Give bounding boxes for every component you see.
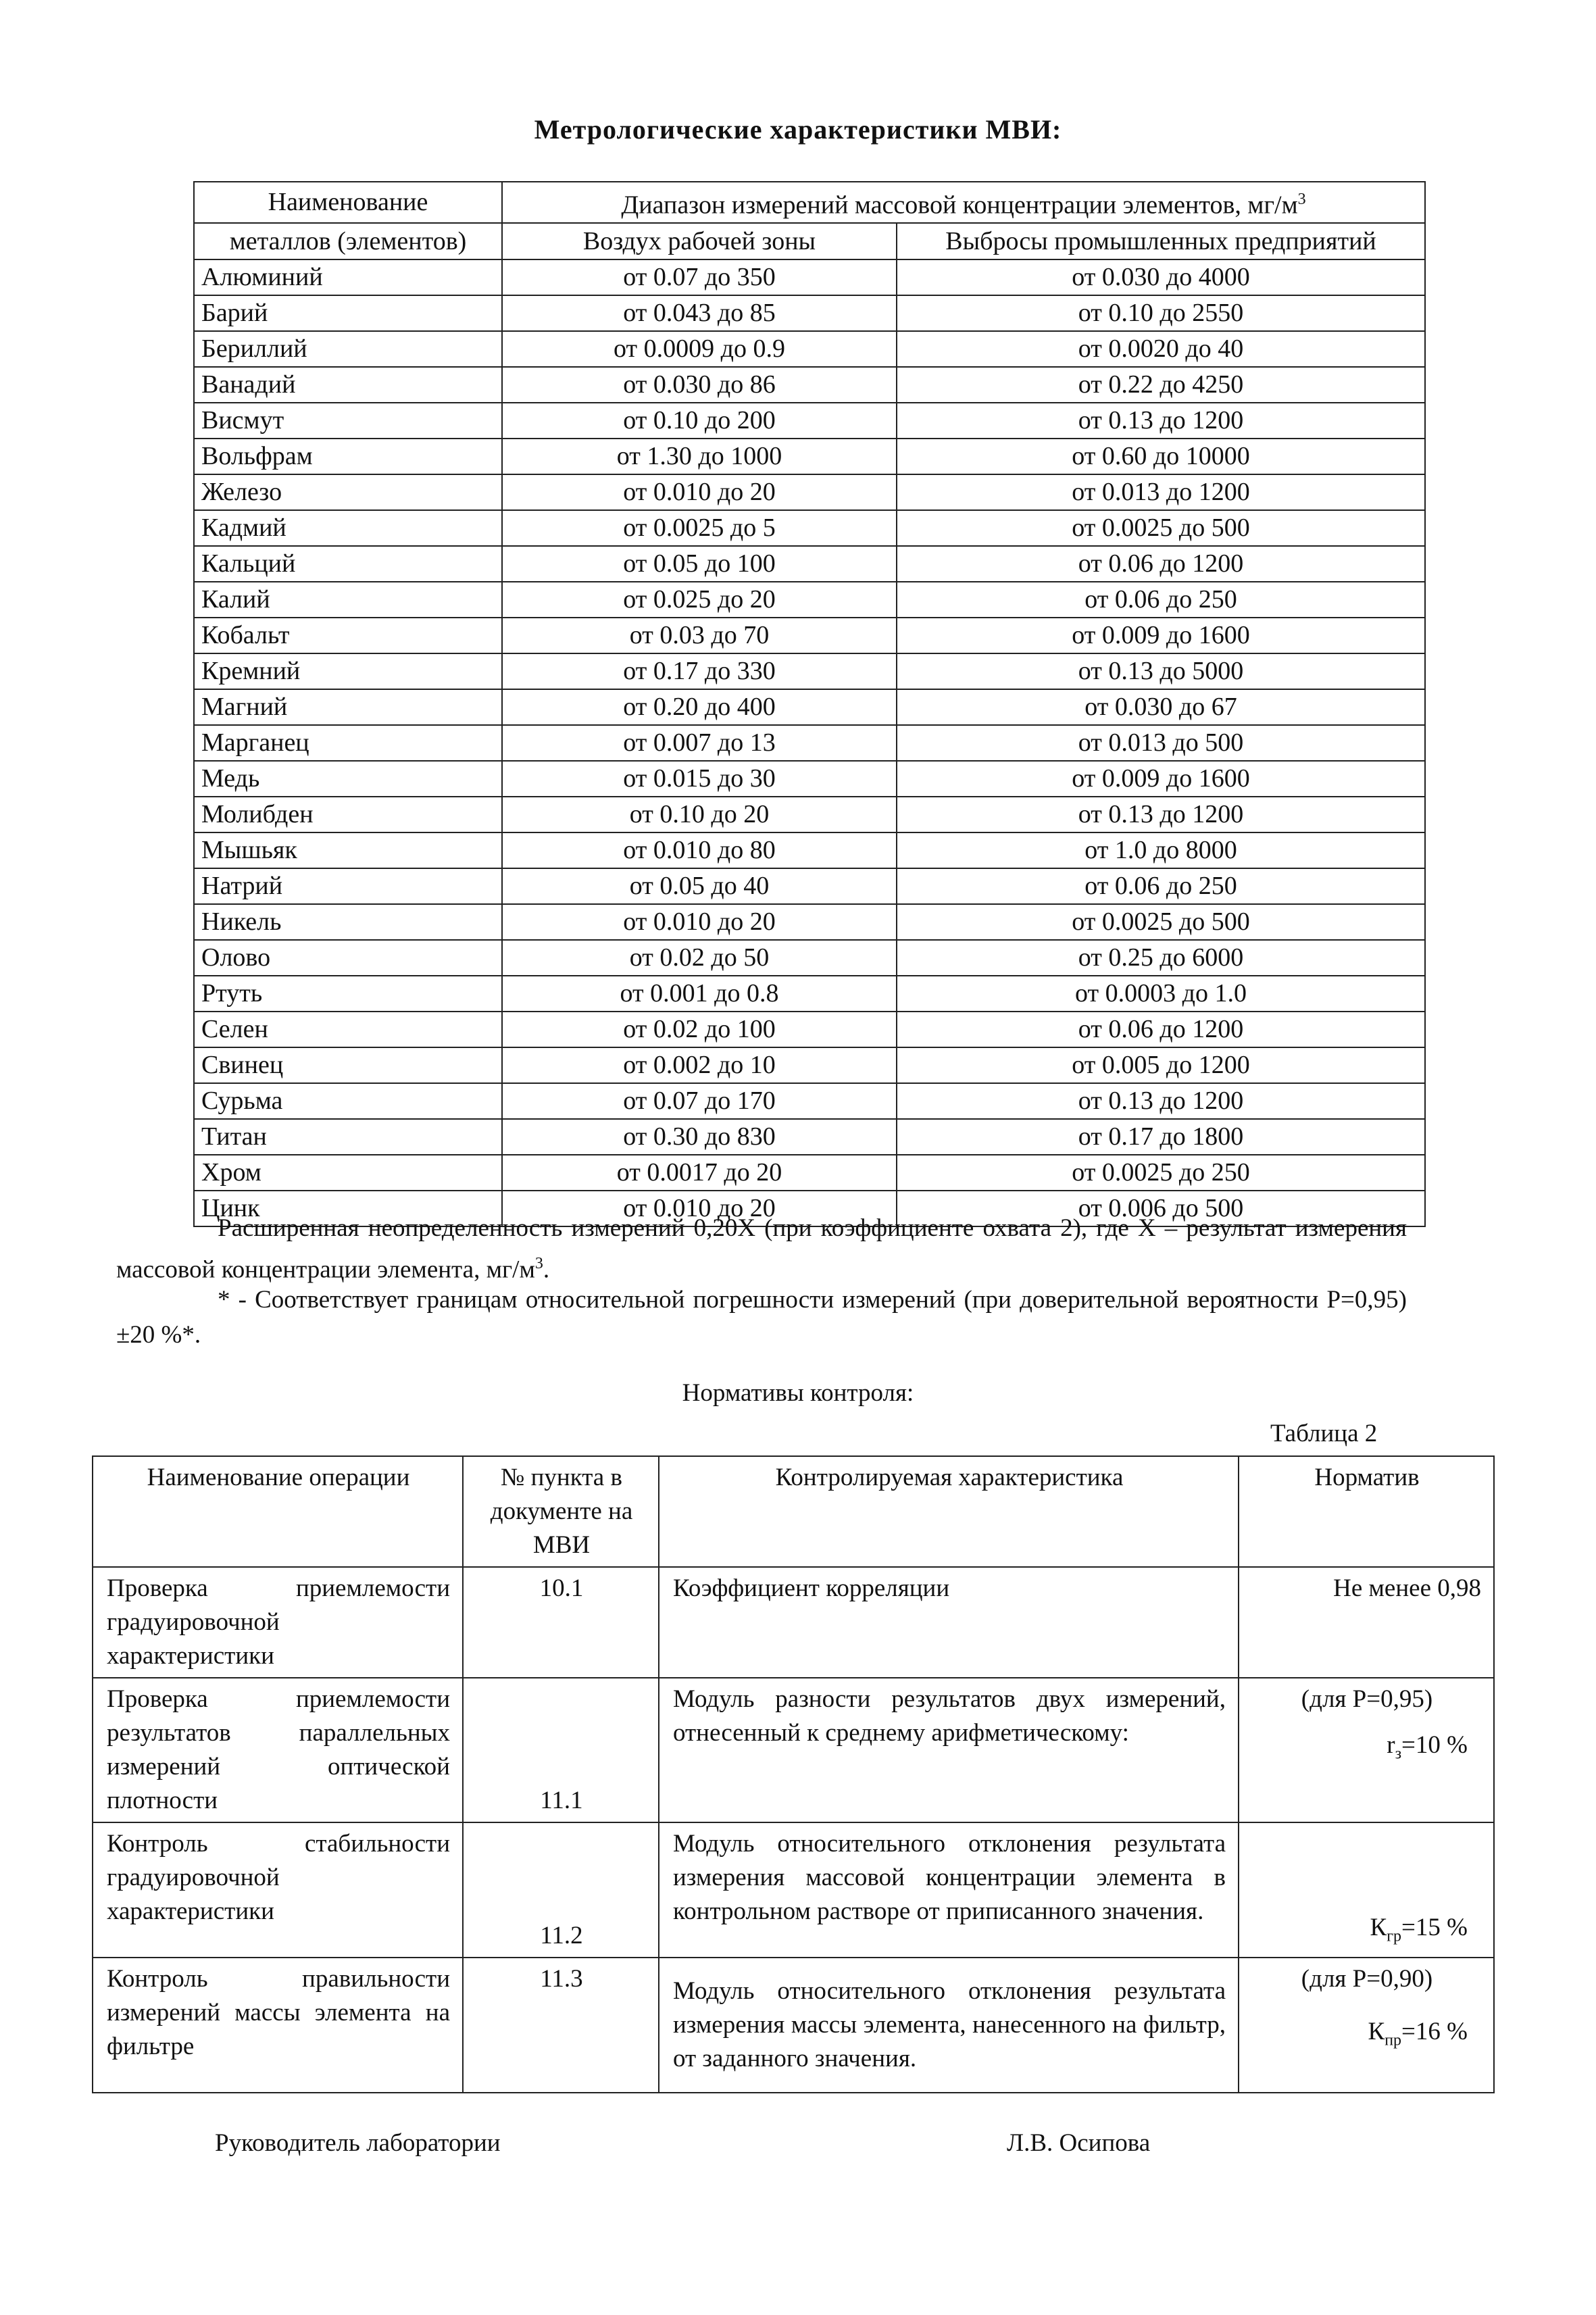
header-operation: Наименование операции bbox=[93, 1456, 463, 1567]
table2-header-row bbox=[93, 1456, 1494, 1567]
element-name: Олово bbox=[194, 940, 502, 976]
emission-range: от 0.13 до 1200 bbox=[897, 1083, 1425, 1119]
air-range: от 0.05 до 40 bbox=[502, 868, 897, 904]
table-row bbox=[194, 439, 1425, 474]
element-name: Медь bbox=[194, 761, 502, 797]
air-range: от 0.0017 до 20 bbox=[502, 1155, 897, 1191]
header-name-line2: металлов (элементов) bbox=[194, 223, 502, 259]
table-row bbox=[194, 1119, 1425, 1155]
element-name: Мышьяк bbox=[194, 832, 502, 868]
table-row bbox=[194, 403, 1425, 439]
air-range: от 0.025 до 20 bbox=[502, 582, 897, 618]
emission-range: от 1.0 до 8000 bbox=[897, 832, 1425, 868]
control-standards-table bbox=[92, 1455, 1495, 2093]
emission-range: от 0.009 до 1600 bbox=[897, 618, 1425, 653]
air-range: от 0.043 до 85 bbox=[502, 295, 897, 331]
item-number: 11.2 bbox=[463, 1822, 659, 1958]
norm-number: =16 % bbox=[1401, 2018, 1468, 2046]
element-name: Ртуть bbox=[194, 976, 502, 1012]
air-range: от 0.07 до 170 bbox=[502, 1083, 897, 1119]
air-range: от 0.10 до 200 bbox=[502, 403, 897, 439]
table2-label: Таблица 2 bbox=[1270, 1420, 1378, 1447]
element-name: Бериллий bbox=[194, 331, 502, 367]
element-name: Магний bbox=[194, 689, 502, 725]
controlled-characteristic: Модуль относительного отклонения результата измерения массовой концентрации элемента в контрольном растворе от приписанного значения. bbox=[659, 1822, 1239, 1958]
operation-name: Контроль стабильности градуировочной характеристики bbox=[93, 1822, 463, 1958]
emission-range: от 0.0003 до 1.0 bbox=[897, 976, 1425, 1012]
table-row bbox=[194, 1012, 1425, 1047]
table-row bbox=[194, 976, 1425, 1012]
element-name: Хром bbox=[194, 1155, 502, 1191]
air-range: от 0.010 до 20 bbox=[502, 904, 897, 940]
signature-name: Л.В. Осипова bbox=[1007, 2129, 1151, 2157]
air-range: от 0.010 до 20 bbox=[502, 474, 897, 510]
accuracy-note-text: * - Соответствует границам относительной погрешности измерений (при доверительной вероятности Р=0,95) ±20 %*. bbox=[116, 1286, 1407, 1349]
emission-range: от 0.13 до 5000 bbox=[897, 653, 1425, 689]
table-row bbox=[93, 1567, 1494, 1678]
table-row bbox=[194, 761, 1425, 797]
air-range: от 0.30 до 830 bbox=[502, 1119, 897, 1155]
air-range: от 0.030 до 86 bbox=[502, 367, 897, 403]
norm-cell bbox=[1239, 1678, 1494, 1822]
air-range: от 0.02 до 100 bbox=[502, 1012, 897, 1047]
norm-subscript: гр bbox=[1387, 1927, 1402, 1945]
table-row bbox=[194, 367, 1425, 403]
element-name: Висмут bbox=[194, 403, 502, 439]
document-title: Метрологические характеристики МВИ: bbox=[534, 114, 1062, 145]
air-range: от 0.03 до 70 bbox=[502, 618, 897, 653]
element-name: Барий bbox=[194, 295, 502, 331]
norm-condition: (для Р=0,90) bbox=[1301, 1965, 1433, 1993]
air-range: от 0.010 до 20 bbox=[502, 1191, 897, 1226]
element-name: Цинк bbox=[194, 1191, 502, 1226]
emission-range: от 0.030 до 4000 bbox=[897, 259, 1425, 295]
table-row bbox=[194, 618, 1425, 653]
table-row bbox=[93, 1958, 1494, 2093]
element-name: Марганец bbox=[194, 725, 502, 761]
header-item-no: № пункта в документе на МВИ bbox=[463, 1456, 659, 1567]
header-emissions: Выбросы промышленных предприятий bbox=[897, 223, 1425, 259]
element-name: Свинец bbox=[194, 1047, 502, 1083]
controlled-characteristic: Модуль разности результатов двух измерений, отнесенный к среднему арифметическому: bbox=[659, 1678, 1239, 1822]
element-name: Никель bbox=[194, 904, 502, 940]
uncertainty-note bbox=[116, 1211, 1407, 1287]
emission-range: от 0.25 до 6000 bbox=[897, 940, 1425, 976]
header-air: Воздух рабочей зоны bbox=[502, 223, 897, 259]
emission-range: от 0.13 до 1200 bbox=[897, 403, 1425, 439]
emission-range: от 0.60 до 10000 bbox=[897, 439, 1425, 474]
norm-symbol: r bbox=[1387, 1731, 1395, 1759]
table-row bbox=[93, 1822, 1494, 1958]
uncertainty-note-sup: 3 bbox=[534, 1255, 543, 1272]
element-name: Алюминий bbox=[194, 259, 502, 295]
emission-range: от 0.009 до 1600 bbox=[897, 761, 1425, 797]
norm-cell bbox=[1239, 1958, 1494, 2093]
norm-cell bbox=[1239, 1567, 1494, 1678]
control-title: Нормативы контроля: bbox=[682, 1379, 914, 1407]
norm-value bbox=[1253, 2015, 1481, 2057]
emission-range: от 0.0025 до 500 bbox=[897, 904, 1425, 940]
table-row bbox=[194, 474, 1425, 510]
table-row bbox=[194, 510, 1425, 546]
table-row bbox=[194, 331, 1425, 367]
element-name: Калий bbox=[194, 582, 502, 618]
air-range: от 0.001 до 0.8 bbox=[502, 976, 897, 1012]
norm-symbol: К bbox=[1370, 1914, 1387, 1941]
element-name: Молибден bbox=[194, 797, 502, 832]
header-norm: Норматив bbox=[1239, 1456, 1494, 1567]
element-name: Сурьма bbox=[194, 1083, 502, 1119]
emission-range: от 0.06 до 1200 bbox=[897, 546, 1425, 582]
emission-range: от 0.0020 до 40 bbox=[897, 331, 1425, 367]
emission-range: от 0.006 до 500 bbox=[897, 1191, 1425, 1226]
norm-value bbox=[1253, 1728, 1481, 1770]
element-name: Кремний bbox=[194, 653, 502, 689]
air-range: от 0.10 до 20 bbox=[502, 797, 897, 832]
air-range: от 0.0025 до 5 bbox=[502, 510, 897, 546]
uncertainty-note-text: Расширенная неопределенность измерений 0,20Х (при коэффициенте охвата 2), где Х – результат измерения массовой концентрации элемента, мг/м bbox=[116, 1214, 1407, 1284]
header-range-text: Диапазон измерений массовой концентрации элементов, мг/м bbox=[621, 191, 1298, 220]
operation-name: Проверка приемлемости градуировочной характеристики bbox=[93, 1567, 463, 1678]
air-range: от 0.010 до 80 bbox=[502, 832, 897, 868]
table-row bbox=[194, 546, 1425, 582]
element-name: Вольфрам bbox=[194, 439, 502, 474]
table-row bbox=[194, 1083, 1425, 1119]
metrology-table bbox=[193, 181, 1426, 1227]
item-number: 11.1 bbox=[463, 1678, 659, 1822]
table-row bbox=[194, 832, 1425, 868]
header-range bbox=[502, 182, 1425, 223]
uncertainty-note-end: . bbox=[543, 1255, 550, 1284]
air-range: от 0.05 до 100 bbox=[502, 546, 897, 582]
emission-range: от 0.005 до 1200 bbox=[897, 1047, 1425, 1083]
air-range: от 0.02 до 50 bbox=[502, 940, 897, 976]
emission-range: от 0.06 до 250 bbox=[897, 582, 1425, 618]
emission-range: от 0.22 до 4250 bbox=[897, 367, 1425, 403]
table-row bbox=[194, 653, 1425, 689]
emission-range: от 0.0025 до 500 bbox=[897, 510, 1425, 546]
norm-number: =15 % bbox=[1401, 1914, 1468, 1941]
header-characteristic: Контролируемая характеристика bbox=[659, 1456, 1239, 1567]
emission-range: от 0.013 до 500 bbox=[897, 725, 1425, 761]
element-name: Кальций bbox=[194, 546, 502, 582]
item-number: 11.3 bbox=[463, 1958, 659, 2093]
table-row bbox=[194, 1155, 1425, 1191]
air-range: от 0.002 до 10 bbox=[502, 1047, 897, 1083]
table-row bbox=[194, 725, 1425, 761]
emission-range: от 0.06 до 250 bbox=[897, 868, 1425, 904]
norm-symbol: К bbox=[1368, 2018, 1385, 2046]
norm-number: =10 % bbox=[1401, 1731, 1468, 1759]
norm-condition: Не менее 0,98 bbox=[1333, 1574, 1481, 1602]
table-row bbox=[194, 582, 1425, 618]
emission-range: от 0.06 до 1200 bbox=[897, 1012, 1425, 1047]
element-name: Титан bbox=[194, 1119, 502, 1155]
operation-name: Контроль правильности измерений массы элемента на фильтре bbox=[93, 1958, 463, 2093]
signature-position: Руководитель лаборатории bbox=[215, 2129, 501, 2157]
norm-cell bbox=[1239, 1822, 1494, 1958]
norm-value bbox=[1253, 1911, 1481, 1953]
air-range: от 0.17 до 330 bbox=[502, 653, 897, 689]
air-range: от 0.07 до 350 bbox=[502, 259, 897, 295]
table-row bbox=[194, 689, 1425, 725]
emission-range: от 0.013 до 1200 bbox=[897, 474, 1425, 510]
element-name: Кадмий bbox=[194, 510, 502, 546]
norm-condition: (для Р=0,95) bbox=[1301, 1685, 1433, 1713]
table-row bbox=[194, 1047, 1425, 1083]
air-range: от 1.30 до 1000 bbox=[502, 439, 897, 474]
controlled-characteristic: Коэффициент корреляции bbox=[659, 1567, 1239, 1678]
element-name: Кобальт bbox=[194, 618, 502, 653]
element-name: Железо bbox=[194, 474, 502, 510]
accuracy-note bbox=[116, 1283, 1407, 1353]
emission-range: от 0.030 до 67 bbox=[897, 689, 1425, 725]
air-range: от 0.20 до 400 bbox=[502, 689, 897, 725]
item-number: 10.1 bbox=[463, 1567, 659, 1678]
air-range: от 0.007 до 13 bbox=[502, 725, 897, 761]
emission-range: от 0.10 до 2550 bbox=[897, 295, 1425, 331]
header-name-line1: Наименование bbox=[194, 182, 502, 223]
norm-subscript: з bbox=[1395, 1745, 1402, 1763]
air-range: от 0.015 до 30 bbox=[502, 761, 897, 797]
table-row bbox=[194, 940, 1425, 976]
table-row bbox=[194, 259, 1425, 295]
table-row bbox=[194, 797, 1425, 832]
element-name: Ванадий bbox=[194, 367, 502, 403]
emission-range: от 0.17 до 1800 bbox=[897, 1119, 1425, 1155]
table-row bbox=[194, 295, 1425, 331]
emission-range: от 0.13 до 1200 bbox=[897, 797, 1425, 832]
element-name: Натрий bbox=[194, 868, 502, 904]
operation-name: Проверка приемлемости результатов параллельных измерений оптической плотности bbox=[93, 1678, 463, 1822]
header-range-sup: 3 bbox=[1297, 191, 1306, 208]
table-row bbox=[194, 904, 1425, 940]
table-row bbox=[93, 1678, 1494, 1822]
table-row bbox=[194, 868, 1425, 904]
emission-range: от 0.0025 до 250 bbox=[897, 1155, 1425, 1191]
controlled-characteristic: Модуль относительного отклонения результата измерения массы элемента, нанесенного на фильтр, от заданного значения. bbox=[659, 1958, 1239, 2093]
element-name: Селен bbox=[194, 1012, 502, 1047]
air-range: от 0.0009 до 0.9 bbox=[502, 331, 897, 367]
norm-subscript: пр bbox=[1385, 2031, 1402, 2049]
